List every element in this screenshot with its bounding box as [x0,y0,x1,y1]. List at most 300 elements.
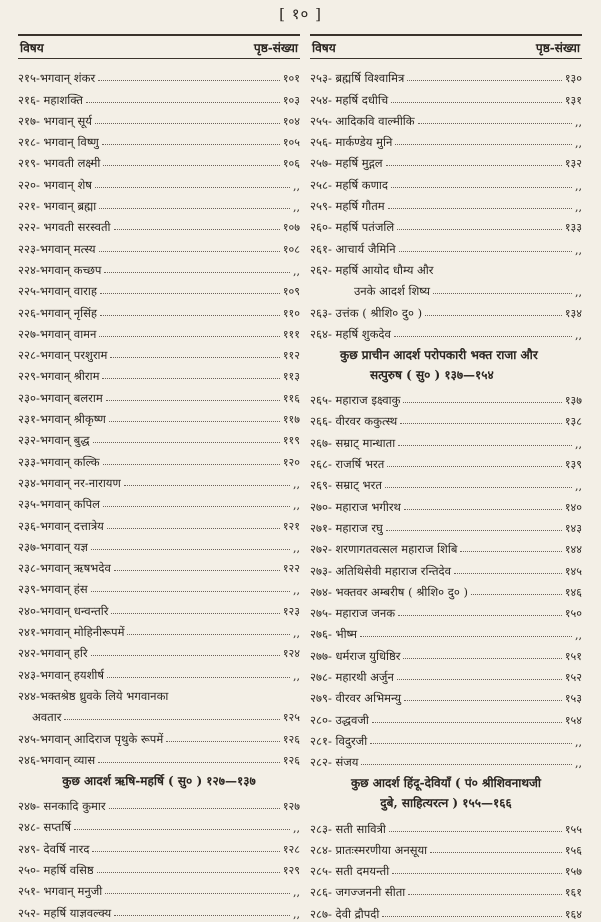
entry-title: २५४- महर्षि दधीचि [310,92,389,107]
toc-entry [18,857,300,878]
entry-page: ,, [293,886,300,900]
entry-page: १३९ [564,458,582,472]
entry-title: २५७- महर्षि मुद्गल [310,156,383,171]
toc-entry [18,384,300,405]
toc-entry [18,661,300,682]
right-rows-d [310,815,582,921]
entry-title: २३४-भगवान् नर-नारायण [18,475,121,490]
entry-page: १४० [564,500,582,514]
toc-entry [18,193,300,214]
entry-page: ,, [575,179,582,193]
toc-entry [310,387,582,408]
entry-title: २७२- शरणागतवत्सल महाराज शिबि [310,542,458,557]
entry-page: १३३ [564,221,582,235]
page-number: [ १० ] [279,5,322,23]
entry-page: ,, [575,629,582,643]
leader-dots [397,679,562,680]
subject-heading: विषय [20,40,44,55]
entry-page: ,, [293,179,300,193]
leader-dots [388,208,572,209]
entry-page: ,, [293,822,300,836]
leader-dots [394,336,572,337]
entry-page: १३४ [564,306,582,320]
entry-page: ,, [293,627,300,641]
leader-dots [106,400,280,401]
entry-title: २३२-भगवान् बुद्ध [18,433,90,448]
entry-title: २३५-भगवान् कपिल [18,497,100,512]
leader-dots [102,378,279,379]
toc-entry [310,858,582,879]
entry-page: १३१ [564,93,582,107]
right-rows-a [310,65,582,257]
entry-title: २६८- राजर्षि भरत [310,457,385,472]
toc-entry [18,427,300,448]
leader-dots [102,144,280,145]
entry-page: १५१ [564,649,582,663]
entry-title: २२६-भगवान् नृसिंह [18,305,98,320]
entry-page: १२० [282,455,300,469]
entry-page: ,, [575,243,582,257]
entry-title: २७४- भक्तवर अम्बरीष ( श्रीशि० दु० ) [310,584,469,599]
entry-title: २८४- प्रातःस्मरणीया अनसूया [310,842,428,857]
leader-dots [93,442,280,443]
entry-page: १०८ [282,242,300,256]
leader-dots [403,658,561,659]
toc-entry [18,835,300,856]
toc-entry [310,65,582,86]
entry-title: २४९- देवर्षि नारद [18,841,90,856]
entry-title: २५९- महर्षि गौतम [310,199,385,214]
entry-title: २७३- अतिथिसेवी महाराज रन्तिदेव [310,563,452,578]
leader-dots [471,594,562,595]
subject-heading: विषय [312,40,336,55]
entry-title: २६४- महर्षि शुकदेव [310,326,391,341]
toc-entry [310,837,582,858]
entry-title: २२१- भगवान् ब्रह्मा [18,199,97,214]
leader-dots [124,485,290,486]
toc-entry [18,299,300,320]
toc-entry [18,576,300,597]
entry-page: ,, [293,477,300,491]
entry-title: २७५- महाराज जनक [310,606,396,621]
toc-entry [18,491,300,512]
entry-page: १५५ [564,822,582,836]
leader-dots [127,634,290,635]
toc-entry [18,171,300,192]
entry-page: १५६ [564,843,582,857]
entry-title: २२४-भगवान् कच्छप [18,262,102,277]
entry-page: १३० [564,72,582,86]
toc-entry [310,557,582,578]
leader-dots [386,165,562,166]
left-rows-section [18,793,300,921]
entry-title: २५१- भगवान् मनुजी [18,884,103,899]
entry-page: ११२ [282,349,300,363]
leader-dots [460,551,561,552]
entry-page: १३८ [564,415,582,429]
entry-page: ११७ [282,413,300,427]
entry-title: २६५- महाराज इक्ष्वाकु [310,393,401,408]
leader-dots [361,764,572,765]
toc-entry [310,579,582,600]
entry-page: १०६ [282,157,300,171]
toc-entry [310,321,582,342]
entry-page: १२६ [282,753,300,767]
entry-page: ,, [293,541,300,555]
toc-entry [310,86,582,107]
toc-entry [310,664,582,685]
right-entries [310,65,582,922]
toc-entry [310,171,582,192]
toc-entry [310,685,582,706]
toc-entry [310,429,582,450]
right-column [310,34,582,922]
entry-page: १६४ [564,907,582,921]
entry-title: २४१-भगवान् मोहिनीरूपमें [18,625,125,640]
leader-dots [111,613,279,614]
entry-page: १०९ [282,285,300,299]
left-entries [18,65,300,921]
entry-page: १२१ [282,519,300,533]
leader-dots [86,102,280,103]
leader-dots [91,655,280,656]
leader-dots [407,80,561,81]
left-rows [18,65,300,683]
leader-dots [92,851,279,852]
entry-title: २१६- महाशक्ति [18,92,83,107]
toc-entry [18,129,300,150]
entry-page: १२२ [282,562,300,576]
leader-dots [166,741,280,742]
entry-page: ,, [293,201,300,215]
entry-page: १६१ [564,886,582,900]
entry-title: २७७- धर्मराज युधिष्ठिर [310,648,401,663]
toc-entry [18,214,300,235]
entry-page: १४३ [564,521,582,535]
entry-page: १२३ [282,604,300,618]
entry-page: १२७ [282,800,300,814]
entry-title: २२८-भगवान् परशुराम [18,348,108,363]
entry-page: १२४ [282,647,300,661]
leader-dots [99,251,280,252]
toc-entry [18,235,300,256]
toc-entry [18,534,300,555]
toc-entry [18,899,300,920]
leader-dots [114,229,280,230]
toc-entry [310,706,582,727]
entry-page: ,, [575,437,582,451]
entry-page: १०४ [282,114,300,128]
leader-dots [109,808,280,809]
entry-page: १४६ [564,585,582,599]
leader-dots [97,872,280,873]
toc-entry [310,472,582,493]
leader-dots [360,636,572,637]
entry-page: १५७ [564,865,582,879]
entry-title: २५०- महर्षि वसिष्ठ [18,862,94,877]
entry-title: २६७- सम्राट् मान्धाता [310,435,396,450]
toc-entry [310,642,582,663]
leader-dots [105,893,290,894]
entry-title: २३३-भगवान् कल्कि [18,454,100,469]
entry-page: १४५ [564,564,582,578]
entry-title: २४६-भगवान् व्यास [18,752,96,767]
toc-entry [18,257,300,278]
leader-dots [389,831,562,832]
right-rows-c [310,387,582,770]
leader-dots [387,466,562,467]
toc-entry [18,406,300,427]
entry-title: २७१- महाराज रघु [310,520,383,535]
toc-entry [310,235,582,256]
toc-entry [310,129,582,150]
toc-entry [310,150,582,171]
leader-dots [391,187,572,188]
entry-title: २७०- महाराज भगीरथ [310,499,401,514]
entry-title: २४०-भगवान् धन्वन्तरि [18,603,109,618]
leader-dots [99,336,279,337]
leader-dots [103,165,279,166]
leader-dots [104,272,290,273]
toc-entry [310,879,582,900]
entry-title: २२३-भगवान् मत्स्य [18,241,96,256]
leader-dots [425,315,562,316]
leader-dots [99,208,290,209]
toc-entry [18,321,300,342]
section-heading-kings: कुछ प्राचीन आदर्श परोपकारी भक्त राजा और सत्पुरुष ( सु० ) १३७—१५४ [340,347,538,382]
leader-dots [95,123,280,124]
toc-entry [18,878,300,899]
toc-entry [18,65,300,86]
toc-entry [310,299,582,320]
entry-title: २२७-भगवान् वामन [18,326,97,341]
right-rows-b [310,299,582,342]
entry-title: २६६- वीरवर ककुत्स्थ [310,414,398,429]
leader-dots [395,144,572,145]
leader-dots [403,402,561,403]
entry-page: १५२ [564,671,582,685]
toc-entry [310,214,582,235]
toc-entry [18,555,300,576]
entry-page: १०३ [282,93,300,107]
leader-dots [114,570,280,571]
leader-dots [430,852,562,853]
leader-dots [98,762,280,763]
entry-page: ,, [293,264,300,278]
entry-title: २४५-भगवान् आदिराज पृथुके रूपमें [18,731,164,746]
toc-entry [310,451,582,472]
toc-entry [310,900,582,921]
leader-dots [107,528,280,529]
entry-title: २८१- विदुरजी [310,733,368,748]
entry-title: २१८- भगवान् विष्णु [18,135,99,150]
entry-244: २४४-भक्तश्रेष्ठ ध्रुवके लिये भगवानका [18,688,169,703]
toc-entry [18,342,300,363]
entry-page: ,, [293,584,300,598]
entry-page: १०५ [282,136,300,150]
toc-entry [310,515,582,536]
toc-entry [18,512,300,533]
toc-entry [310,621,582,642]
leader-dots [114,915,290,916]
entry-title: २३८-भगवान् ऋषभदेव [18,561,111,576]
entry-262: २६२- महर्षि आयोद धौम्य और [310,262,434,277]
column-header [18,34,300,59]
entry-title: २३९-भगवान् हंस [18,582,88,597]
entry-title: २४७- सनकादि कुमार [18,799,106,814]
toc-entry [18,747,300,768]
toc-entry [310,728,582,749]
entry-page: ,, [293,669,300,683]
entry-page: ११३ [282,370,300,384]
toc-entry [310,749,582,770]
entry-244-cont: अवतार १२५ [32,710,300,725]
leader-dots [404,700,562,701]
leader-dots [103,464,280,465]
page-count-heading: पृष्ठ-संख्या [535,40,580,55]
entry-262-cont: उनके आदर्श शिष्य ,, [354,284,582,300]
leader-dots [399,251,572,252]
toc-entry [310,193,582,214]
leader-dots [397,229,562,230]
entry-title: २३०-भगवान् बलराम [18,390,103,405]
leader-dots [110,357,279,358]
entry-page: १५४ [564,713,582,727]
leader-dots [370,743,572,744]
section-heading-devis: कुछ आदर्श हिंदू-देवियाँ ( पं० श्रीशिवनाथजी दुबे, साहित्यरत्न ) १५५—१६६ [350,776,542,811]
leader-dots [385,487,572,488]
toc-entry [18,150,300,171]
entry-page: १५३ [564,692,582,706]
toc-entry [18,470,300,491]
entry-page: ११६ [282,391,300,405]
entry-title: २५३- ब्रह्मर्षि विश्वामित्र [310,71,405,86]
leader-dots [100,315,280,316]
toc-entry [310,408,582,429]
entry-title: २८३- सती सावित्री [310,821,386,836]
entry-title: २७९- वीरवर अभिमन्यु [310,691,402,706]
toc-entry [18,793,300,814]
leader-dots [433,293,572,294]
leader-dots [454,573,562,574]
toc-entry [18,814,300,835]
entry-title: २५५- आदिकवि वाल्मीकि [310,113,415,128]
leader-dots [382,916,562,917]
entry-title: २५८- महर्षि कणाद [310,177,388,192]
section-heading-rishi: कुछ आदर्श ऋषि-महर्षि ( सु० ) १२७—१३७ [62,773,256,788]
toc-entry [310,493,582,514]
entry-title: २६३- उत्तंक ( श्रीशि० दु० ) [310,305,423,320]
entry-page: १२६ [282,732,300,746]
entry-title: २३७-भगवान् यज्ञ [18,539,88,554]
toc-entry [18,619,300,640]
entry-title: २८६- जगज्जननी सीता [310,885,406,900]
leader-dots [386,530,562,531]
entry-page: १३२ [564,157,582,171]
page-count-heading: पृष्ठ-संख्या [253,40,298,55]
entry-page: ,, [575,115,582,129]
entry-title: २३६-भगवान् दत्तात्रेय [18,518,104,533]
leader-dots [103,506,290,507]
entry-title: २२०- भगवान् शेष [18,177,92,192]
leader-dots [109,421,280,422]
toc-entry [310,815,582,836]
entry-title: २२९-भगवान् श्रीराम [18,369,100,384]
leader-dots [74,829,290,830]
entry-title: २२२- भगवती सरस्वती [18,220,111,235]
entry-page: १११ [282,327,300,341]
entry-title: २८५- सती दमयन्ती [310,864,390,879]
leader-dots [398,615,562,616]
entry-title: २१७- भगवान् सूर्य [18,113,92,128]
toc-entry [18,640,300,661]
entry-title: २४८- सप्तर्षि [18,820,71,835]
entry-page: ,, [575,757,582,771]
entry-page: १५० [564,607,582,621]
toc-entry [18,278,300,299]
entry-title: २७८- महारथी अर्जुन [310,670,394,685]
leader-dots [91,591,290,592]
entry-title: २६१- आचार्य जैमिनि [310,241,396,256]
entry-page: ,, [293,907,300,921]
leader-dots [95,187,290,188]
entry-page: ,, [575,328,582,342]
entry-title: २४३-भगवान् हयशीर्ष [18,667,105,682]
leader-dots [372,722,562,723]
entry-page: १२९ [282,863,300,877]
left-column [18,34,300,921]
entry-title: २६९- सम्राट् भरत [310,478,382,493]
toc-entry [310,536,582,557]
entry-page: ,, [575,201,582,215]
left-rows-after [18,725,300,768]
entry-title: २२५-भगवान् वाराह [18,284,97,299]
entry-page: १०१ [282,72,300,86]
entry-page: ,, [293,499,300,513]
column-header [310,34,582,59]
entry-title: २३१-भगवान् श्रीकृष्ण [18,412,106,427]
entry-page: ,, [575,137,582,151]
entry-title: २६०- महर्षि पतंजलि [310,220,395,235]
entry-page: ११० [282,306,300,320]
toc-entry [18,597,300,618]
toc-entry [18,448,300,469]
entry-page: ११९ [282,434,300,448]
leader-dots [91,549,290,550]
entry-title: २८७- देवी द्रौपदी [310,906,380,921]
leader-dots [408,894,562,895]
toc-entry [310,600,582,621]
entry-page: १४४ [564,543,582,557]
entry-title: २८२- संजय [310,755,359,770]
leader-dots [107,677,290,678]
leader-dots [100,293,280,294]
leader-dots [404,509,562,510]
leader-dots [391,102,562,103]
entry-title: २५६- मार्कण्डेय मुनि [310,135,393,150]
leader-dots [400,423,562,424]
toc-entry [18,108,300,129]
toc-entry [18,86,300,107]
entry-title: २८०- उद्धवजी [310,712,369,727]
entry-title: २५२- महर्षि याज्ञवल्क्य [18,905,112,920]
entry-page: ,, [575,735,582,749]
leader-dots [398,445,572,446]
entry-title: २७६- भीष्म [310,627,358,642]
entry-page: १३७ [564,394,582,408]
entry-title: २१९- भगवती लक्ष्मी [18,156,101,171]
leader-dots [64,719,279,720]
